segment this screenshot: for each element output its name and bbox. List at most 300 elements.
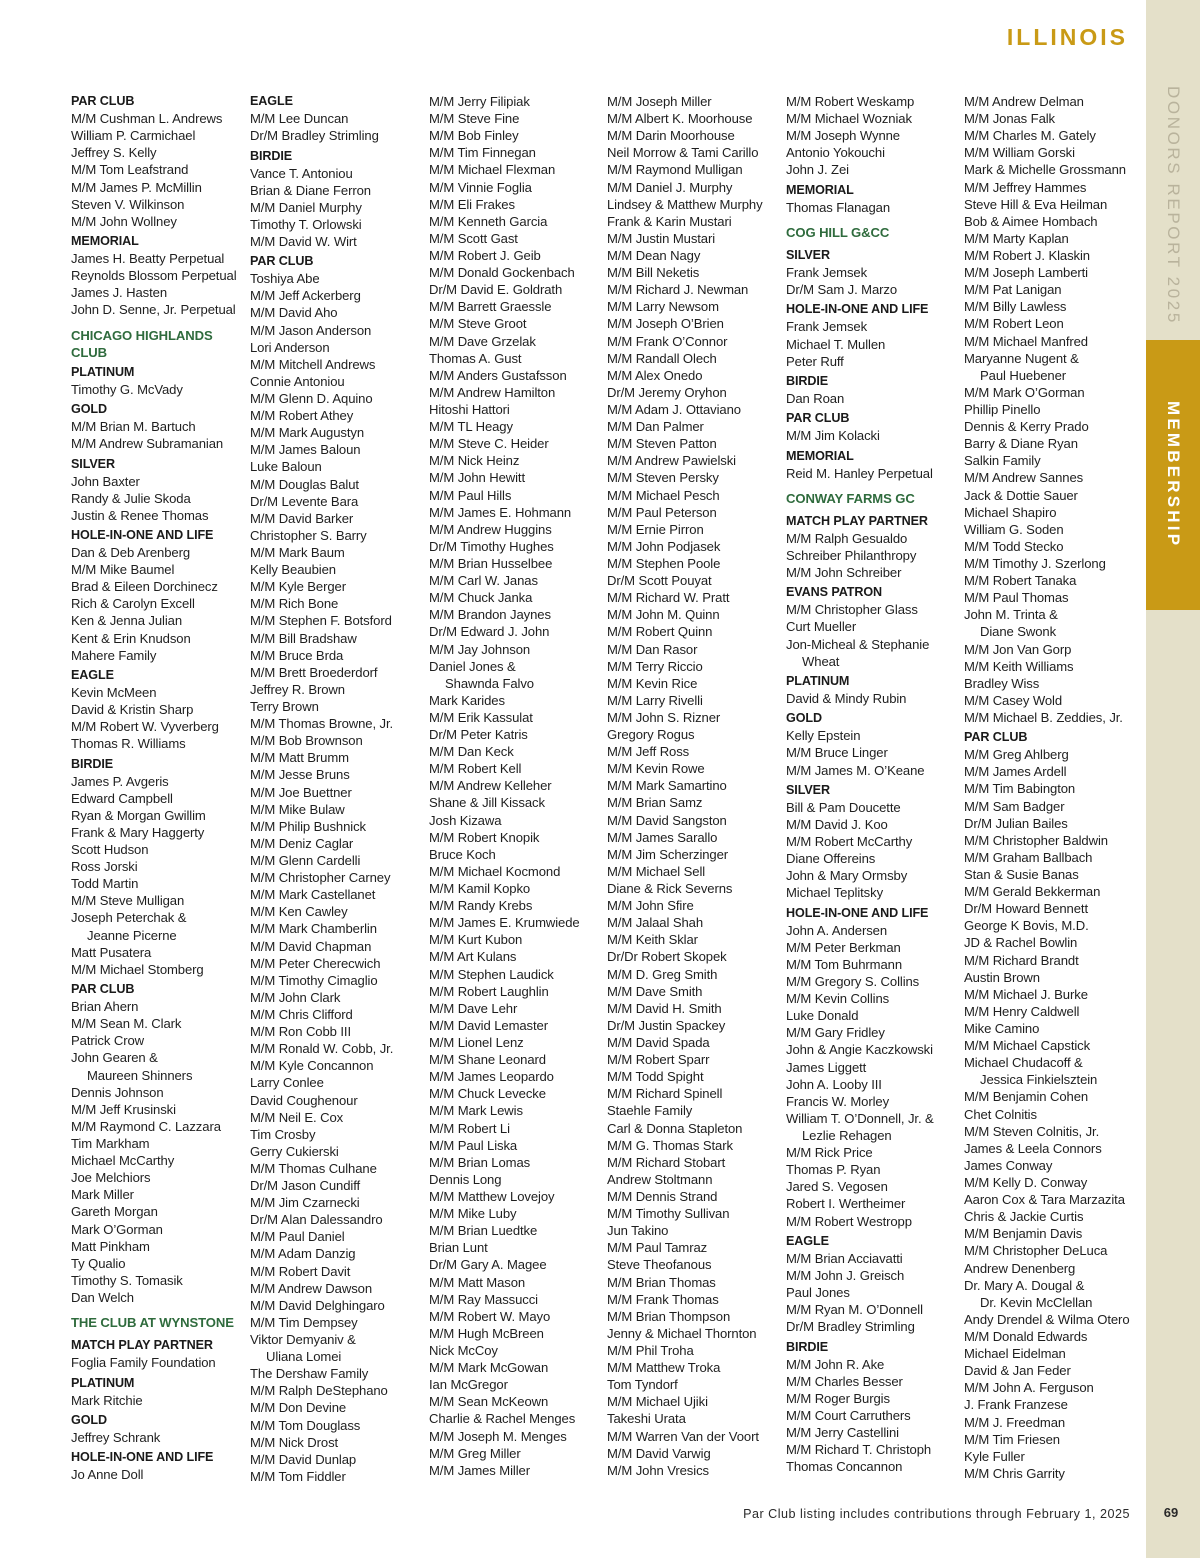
donor-name: M/M Erik Kassulat: [429, 709, 533, 725]
donor-name: M/M Timothy J. Szerlong: [964, 555, 1106, 571]
donor-name: M/M Sam Badger: [964, 798, 1065, 814]
donor-name: Kent & Erin Knudson: [71, 630, 191, 646]
donor-name: M/M Tom Douglass: [250, 1417, 361, 1433]
giving-level-heading: HOLE-IN-ONE AND LIFE: [71, 528, 214, 543]
donor-name: M/M David Delghingaro: [250, 1297, 385, 1313]
donor-name: Ross Jorski: [71, 859, 138, 875]
donor-name: M/M Robert Athey: [250, 408, 354, 424]
giving-level-heading: EVANS PATRON: [786, 585, 883, 600]
donor-name: David Coughenour: [250, 1092, 358, 1108]
donor-name: M/M Billy Lawless: [964, 299, 1067, 315]
donor-name: M/M Robert Weskamp: [786, 94, 915, 109]
donor-name: M/M Gary Fridley: [786, 1025, 885, 1041]
donor-name: M/M Brian M. Bartuch: [71, 419, 196, 435]
donor-name: M/M John A. Ferguson: [964, 1380, 1094, 1396]
donor-name: M/M Anders Gustafsson: [429, 367, 567, 383]
donor-name: M/M Mike Bulaw: [250, 801, 345, 817]
donor-name: M/M Paul Tamraz: [607, 1240, 708, 1256]
giving-level-heading: MATCH PLAY PARTNER: [71, 1338, 213, 1353]
donor-name: M/M Kamil Kopko: [429, 881, 531, 897]
donor-name: M/M Neil E. Cox: [250, 1109, 344, 1125]
donor-name: M/M John Sfire: [607, 898, 694, 914]
donor-name: M/M Jay Johnson: [429, 641, 531, 657]
donor-name: Mark O’Gorman: [71, 1221, 163, 1237]
donor-name: M/M Mark Lewis: [429, 1103, 523, 1119]
donor-name: M/M Ryan M. O’Donnell: [786, 1302, 923, 1318]
donor-column-4: [607, 93, 783, 1479]
donor-name: M/M Jerry Castellini: [786, 1424, 899, 1440]
donor-name: Brian Ahern: [71, 999, 139, 1015]
donor-name: JD & Rachel Bowlin: [964, 935, 1078, 951]
donor-name: M/M Richard W. Pratt: [607, 590, 730, 606]
donor-name: M/M Douglas Balut: [250, 476, 359, 492]
donor-name: Charlie & Rachel Menges: [429, 1411, 576, 1427]
donor-name: M/M Sean M. Clark: [71, 1016, 182, 1032]
giving-level-heading: SILVER: [786, 782, 830, 797]
donor-name: M/M Tim Dempsey: [250, 1314, 358, 1330]
donor-name: M/M Phil Troha: [607, 1342, 694, 1358]
donor-name: M/M Michael Flexman: [429, 162, 556, 178]
donor-name: Timothy S. Tomasik: [71, 1272, 183, 1288]
donor-name: M/M Bill Neketis: [607, 265, 700, 281]
donor-name: M/M John Schreiber: [786, 565, 902, 581]
donor-name: M/M Marty Kaplan: [964, 230, 1069, 246]
donor-name: M/M Michael Wozniak: [786, 111, 912, 127]
donor-name: M/M Mike Luby: [429, 1206, 517, 1222]
donor-name: Jo Anne Doll: [71, 1467, 144, 1483]
donor-name: M/M Robert W. Mayo: [429, 1308, 551, 1324]
donor-column-1: [71, 93, 247, 1483]
donor-name: M/M Keith Williams: [964, 658, 1074, 674]
donor-name: Dr/M Jeremy Oryhon: [607, 384, 727, 400]
donor-name: M/M Michael B. Zeddies, Jr.: [964, 709, 1123, 725]
donor-name: Scott Hudson: [71, 842, 149, 858]
donor-name: M/M Dan Palmer: [607, 419, 704, 435]
donor-name: Jenny & Michael Thornton: [607, 1325, 757, 1341]
donor-name: M/M John Hewitt: [429, 470, 525, 486]
giving-level-heading: PAR CLUB: [71, 94, 135, 108]
donor-name: Robert I. Wertheimer: [786, 1196, 906, 1212]
donor-name: M/M Richard J. Newman: [607, 282, 749, 298]
donor-name: M/M Jeff Ackerberg: [250, 288, 361, 304]
report-label-text: DONORS REPORT 2025: [1164, 85, 1183, 325]
donor-column-3: [429, 93, 605, 1479]
donor-name: M/M Brian Luedtke: [429, 1223, 538, 1239]
report-label: [1146, 70, 1200, 340]
donor-name: M/M Robert Westropp: [786, 1213, 912, 1229]
donor-name: Frank & Mary Haggerty: [71, 824, 205, 840]
donor-name: M/M Barrett Graessle: [429, 299, 552, 315]
donor-name: M/M Joseph O’Brien: [607, 316, 724, 332]
donor-name: Mark Miller: [71, 1187, 134, 1203]
donor-name: M/M Peter Berkman: [786, 939, 901, 955]
donor-name: M/M Robert Knopik: [429, 829, 540, 845]
donor-name: Michael Teplitsky: [786, 885, 884, 901]
donor-name: M/M Glenn D. Aquino: [250, 391, 373, 407]
donor-name: M/M Tom Leafstrand: [71, 162, 189, 178]
donor-name: William T. O’Donnell, Jr. &: [786, 1110, 934, 1126]
donor-name: M/M Andrew Dawson: [250, 1280, 373, 1296]
donor-name: M/M Mitchell Andrews: [250, 356, 376, 372]
giving-level-heading: MEMORIAL: [786, 182, 854, 197]
donor-name: John A. Andersen: [786, 922, 888, 938]
donor-name: Dr/M Jason Cundiff: [250, 1178, 361, 1194]
donor-name: M/M Andrew Sannes: [964, 470, 1084, 486]
donor-name-continued: Diane Swonk: [980, 624, 1057, 640]
donor-name: M/M Steve Fine: [429, 111, 520, 127]
donor-name: The Dershaw Family: [250, 1366, 369, 1382]
donor-name: M/M Chuck Levecke: [429, 1086, 546, 1102]
donor-name: M/M Eli Frakes: [429, 196, 515, 212]
donor-name: M/M Timothy Cimaglio: [250, 972, 378, 988]
donor-name: M/M Don Devine: [250, 1400, 347, 1416]
giving-level-heading: MEMORIAL: [786, 448, 854, 463]
donor-name: M/M Kevin Rice: [607, 675, 698, 691]
donor-name: M/M Carl W. Janas: [429, 573, 538, 589]
donor-name: M/M Randy Krebs: [429, 898, 533, 914]
donor-name: Jon-Micheal & Stephanie: [786, 636, 930, 652]
donor-name: Michael T. Mullen: [786, 336, 886, 352]
donor-name: M/M Gregory S. Collins: [786, 973, 920, 989]
donor-name: M/M Charles Besser: [786, 1373, 903, 1389]
donor-name: M/M Brett Broederdorf: [250, 664, 378, 680]
donor-name: Kyle Fuller: [964, 1448, 1025, 1464]
donor-name: M/M Mark Castellanet: [250, 887, 376, 903]
donor-name: M/M Steve Groot: [429, 316, 527, 332]
donor-name: Randy & Julie Skoda: [71, 490, 191, 506]
donor-name: Shane & Jill Kissack: [429, 795, 545, 811]
donor-name: Frank & Karin Mustari: [607, 213, 732, 229]
donor-name: Joseph Peterchak &: [71, 910, 187, 926]
donor-name: Dennis & Kerry Prado: [964, 419, 1089, 435]
donor-name: M/M Bruce Linger: [786, 745, 888, 761]
donor-name: Bradley Wiss: [964, 675, 1040, 691]
donor-name: M/M Steve Mulligan: [71, 893, 185, 909]
donor-name: M/M Robert Tanaka: [964, 573, 1077, 589]
donor-name: Aaron Cox & Tara Marzazita: [964, 1192, 1125, 1208]
donor-name-continued: Wheat: [802, 653, 840, 669]
donor-name: M/M Richard Spinell: [607, 1086, 723, 1102]
club-heading: COG HILL G&CC: [786, 224, 890, 240]
donor-name: M/M Ronald W. Cobb, Jr.: [250, 1041, 394, 1057]
donor-name: M/M Kenneth Garcia: [429, 213, 548, 229]
donor-name: Joe Melchiors: [71, 1170, 151, 1186]
giving-level-heading: PLATINUM: [71, 364, 135, 379]
donor-name: M/M Bob Brownson: [250, 733, 363, 749]
donor-name: M/M Jim Scherzinger: [607, 846, 729, 862]
donor-name: M/M Cushman L. Andrews: [71, 111, 223, 127]
donor-name: M/M Larry Newsom: [607, 299, 719, 315]
donor-name: M/M Shane Leonard: [429, 1052, 546, 1068]
giving-level-heading: SILVER: [71, 456, 115, 471]
donor-name: Hitoshi Hattori: [429, 401, 510, 417]
donor-name: M/M Brian Thomas: [607, 1274, 716, 1290]
donor-name: M/M Mike Baumel: [71, 562, 175, 578]
donor-name: M/M John S. Rizner: [607, 709, 721, 725]
donor-name: M/M Kyle Berger: [250, 579, 346, 595]
donor-name: M/M Robert Leon: [964, 316, 1064, 332]
donor-name: M/M Jim Kolacki: [786, 428, 880, 444]
donor-name: M/M Benjamin Davis: [964, 1226, 1083, 1242]
donor-name: M/M Dave Grzelak: [429, 333, 536, 349]
donor-name: M/M Vinnie Foglia: [429, 179, 532, 195]
donor-name: Stan & Susie Banas: [964, 867, 1079, 882]
donor-name: M/M Ron Cobb III: [250, 1024, 352, 1040]
donor-name: M/M Brian Thompson: [607, 1308, 731, 1324]
donor-name: Edward Campbell: [71, 790, 173, 806]
donor-name: Dennis Long: [429, 1171, 502, 1187]
donor-name: Maryanne Nugent &: [964, 350, 1079, 366]
donor-name: M/M Ralph Gesualdo: [786, 530, 908, 546]
donor-name: M/M Matt Brumm: [250, 750, 349, 766]
giving-level-heading: MATCH PLAY PARTNER: [786, 513, 928, 528]
donor-name: M/M Todd Spight: [607, 1069, 704, 1085]
donor-name: Steve Hill & Eva Heilman: [964, 196, 1108, 212]
donor-name: M/M Stephen F. Botsford: [250, 613, 392, 629]
donor-name: M/M Christopher Glass: [786, 602, 918, 618]
donor-name: Connie Antoniou: [250, 373, 345, 389]
donor-name: M/M Joseph Lamberti: [964, 265, 1088, 281]
donor-name: Timothy T. Orlowski: [250, 216, 362, 232]
donor-name: M/M Lionel Lenz: [429, 1035, 524, 1051]
donor-name: Michael Shapiro: [964, 504, 1057, 520]
donor-name: M/M Adam Danzig: [250, 1246, 356, 1262]
donor-name: Ian McGregor: [429, 1377, 508, 1393]
donor-name: Barry & Diane Ryan: [964, 436, 1078, 452]
donor-name: M/M Paul Peterson: [607, 504, 717, 520]
donor-name: M/M Tim Finnegan: [429, 145, 536, 161]
donor-name: John Gearen &: [71, 1050, 158, 1066]
donor-name: M/M Michael Capstick: [964, 1038, 1091, 1054]
donor-name: Dr/M Howard Bennett: [964, 901, 1088, 917]
donor-name: M/M James Miller: [429, 1462, 530, 1478]
donor-name: James J. Hasten: [71, 285, 168, 301]
donor-name: Lindsey & Matthew Murphy: [607, 196, 763, 212]
donor-name: Dr/M Gary A. Magee: [429, 1257, 547, 1273]
donor-name: David & Mindy Rubin: [786, 690, 907, 706]
donor-name: M/M John Podjasek: [607, 538, 721, 554]
donor-name: Diane & Rick Severns: [607, 881, 733, 897]
state-title: ILLINOIS: [1006, 24, 1128, 50]
donor-name: M/M Kelly D. Conway: [964, 1174, 1088, 1190]
donor-name: M/M Christopher Baldwin: [964, 832, 1108, 848]
donor-name: Carl & Donna Stapleton: [607, 1120, 743, 1136]
donor-name: M/M Michael Ujiki: [607, 1394, 708, 1410]
giving-level-heading: PAR CLUB: [786, 411, 850, 426]
donor-name: M/M Donald Gockenbach: [429, 265, 575, 281]
donor-name: M/M G. Thomas Stark: [607, 1137, 733, 1153]
donor-name: M/M Chris Garrity: [964, 1465, 1065, 1481]
donor-name: David & Kristin Sharp: [71, 702, 194, 718]
donor-name: James P. Avgeris: [71, 773, 169, 789]
donor-name: Schreiber Philanthropy: [786, 547, 917, 563]
donor-name: Dr/M Sam J. Marzo: [786, 282, 898, 298]
donor-name: M/M Thomas Culhane: [250, 1160, 377, 1176]
donor-name: M/M Pat Lanigan: [964, 282, 1062, 298]
donor-name: Dr/M Julian Bailes: [964, 815, 1068, 831]
donor-name: M/M Roger Burgis: [786, 1390, 890, 1406]
donor-name: M/M Gerald Bekkerman: [964, 884, 1101, 900]
donor-name: M/M Kevin Collins: [786, 991, 890, 1007]
donor-name: M/M Andrew Pawielski: [607, 453, 736, 469]
donor-name: Jun Takino: [607, 1223, 669, 1239]
donor-name: M/M Dennis Strand: [607, 1189, 718, 1204]
donor-name: Kevin McMeen: [71, 684, 157, 700]
club-heading: THE CLUB AT WYNSTONE: [71, 1315, 234, 1331]
donor-name: M/M Hugh McBreen: [429, 1325, 544, 1341]
donor-name: Jared S. Vegosen: [786, 1179, 888, 1195]
donor-name: Dr/M Justin Spackey: [607, 1017, 726, 1033]
donor-name: Andy Drendel & Wilma Otero: [964, 1311, 1130, 1327]
donor-name: M/M Michael J. Burke: [964, 986, 1088, 1002]
donor-name: M/M Thomas Browne, Jr.: [250, 716, 394, 732]
donor-name: M/M David Chapman: [250, 938, 372, 954]
donor-name: M/M Brian Acciavatti: [786, 1250, 903, 1266]
donor-name: M/M Mark McGowan: [429, 1360, 549, 1376]
donor-name: Bruce Koch: [429, 846, 496, 862]
donor-name: M/M Mark Augustyn: [250, 425, 364, 441]
giving-level-heading: BIRDIE: [250, 148, 293, 163]
donor-name: Brian Lunt: [429, 1240, 488, 1256]
donor-name: Phillip Pinello: [964, 401, 1041, 417]
giving-level-heading: PAR CLUB: [71, 982, 135, 997]
donor-name: James Liggett: [786, 1059, 867, 1075]
donor-name: M/M Jason Anderson: [250, 322, 372, 338]
donor-name: Dan & Deb Arenberg: [71, 545, 191, 561]
donor-name: M/M Casey Wold: [964, 692, 1063, 708]
donor-name: M/M Paul Daniel: [250, 1229, 345, 1245]
donor-name: M/M Robert J. Geib: [429, 247, 541, 263]
donor-name: M/M Robert McCarthy: [786, 834, 913, 850]
giving-level-heading: BIRDIE: [786, 1339, 829, 1354]
donor-name: Toshiya Abe: [250, 271, 320, 287]
donor-name: Thomas Flanagan: [786, 199, 891, 215]
donor-name: Antonio Yokouchi: [786, 145, 885, 161]
donor-name: Daniel Jones &: [429, 658, 516, 674]
donor-name: M/M Robert Quinn: [607, 624, 713, 640]
donor-name: M/M Richard Brandt: [964, 952, 1079, 968]
donor-name: M/M Matthew Troka: [607, 1360, 721, 1376]
donor-name: Salkin Family: [964, 453, 1041, 469]
donor-name: M/M Paul Thomas: [964, 590, 1069, 606]
donor-name: M/M James Ardell: [964, 764, 1067, 780]
donor-name: Diane Offereins: [786, 851, 876, 867]
donor-name: M/M Kyle Concannon: [250, 1058, 374, 1074]
donor-name: William P. Carmichael: [71, 128, 196, 144]
donor-name: Lori Anderson: [250, 339, 330, 355]
footer-note: Par Club listing includes contributions through February 1, 2025: [743, 1507, 1130, 1521]
donor-name: M/M Robert W. Vyverberg: [71, 719, 219, 735]
donor-name: M/M Ralph DeStephano: [250, 1383, 388, 1399]
donor-name: Reid M. Hanley Perpetual: [786, 465, 933, 481]
donor-name: Frank Jemsek: [786, 319, 868, 335]
donor-name: Michael Chudacoff &: [964, 1055, 1083, 1071]
donor-name: Vance T. Antoniou: [250, 165, 353, 181]
donor-name: M/M Dean Nagy: [607, 247, 701, 263]
donor-name: Frank Jemsek: [786, 265, 868, 281]
donor-name: Brad & Eileen Dorchinecz: [71, 579, 218, 595]
donor-name: M/M Joseph Wynne: [786, 128, 900, 144]
donor-name: M/M John J. Greisch: [786, 1267, 905, 1283]
donor-name: M/M Stephen Laudick: [429, 966, 554, 982]
giving-level-heading: SILVER: [786, 248, 830, 263]
donor-name: Matt Pinkham: [71, 1238, 150, 1254]
donor-name: M/M Stephen Poole: [607, 555, 721, 571]
giving-level-heading: HOLE-IN-ONE AND LIFE: [786, 905, 929, 920]
donor-name: David & Jan Feder: [964, 1363, 1071, 1379]
donor-name: John D. Senne, Jr. Perpetual: [71, 302, 236, 318]
section-tab-text: MEMBERSHIP: [1164, 401, 1183, 549]
donor-name: M/M Justin Mustari: [607, 230, 716, 246]
donor-name: M/M Philip Bushnick: [250, 818, 366, 834]
donor-name: John M. Trinta &: [964, 607, 1058, 623]
donor-name: M/M James P. McMillin: [71, 179, 202, 195]
donor-name: M/M Robert Laughlin: [429, 983, 549, 999]
donor-name: M/M Darin Moorhouse: [607, 128, 735, 144]
donor-name: M/M Joe Buettner: [250, 784, 352, 800]
donor-name: M/M Christopher Carney: [250, 870, 391, 886]
donor-name: Brian & Diane Ferron: [250, 182, 371, 198]
donor-name: Takeshi Urata: [607, 1411, 686, 1427]
donor-name: M/M Tim Babington: [964, 781, 1076, 797]
donor-name: M/M Andrew Hamilton: [429, 384, 556, 400]
donor-name: M/M Greg Ahlberg: [964, 747, 1069, 763]
donor-name: Viktor Demyaniv &: [250, 1332, 356, 1348]
donor-name: M/M Brian Samz: [607, 795, 703, 811]
donor-name: M/M William Gorski: [964, 145, 1075, 161]
donor-name: M/M Michael Sell: [607, 863, 706, 879]
donor-name: Andrew Denenberg: [964, 1260, 1076, 1276]
donor-name: M/M Charles M. Gately: [964, 128, 1096, 144]
donor-name: M/M James E. Hohmann: [429, 504, 572, 520]
donor-name: Thomas Concannon: [786, 1459, 903, 1475]
donor-name: M/M Robert Sparr: [607, 1052, 710, 1068]
donor-name: M/M David J. Koo: [786, 816, 888, 832]
donor-name: M/M Jonas Falk: [964, 111, 1056, 127]
donor-name: M/M Tom Buhrmann: [786, 956, 903, 972]
donor-name: M/M Mark Samartino: [607, 778, 727, 794]
donor-name: J. Frank Franzese: [964, 1397, 1068, 1413]
donor-name: M/M David Dunlap: [250, 1451, 357, 1467]
donor-name: M/M Chris Clifford: [250, 1006, 353, 1022]
donor-name: M/M Steven Colnitis, Jr.: [964, 1123, 1100, 1139]
donor-name: M/M Ernie Pirron: [607, 521, 704, 537]
club-heading: CLUB: [71, 344, 107, 360]
donor-name: Kelly Beaubien: [250, 562, 336, 578]
donor-name: M/M Richard Stobart: [607, 1154, 726, 1170]
donor-name: Thomas A. Gust: [429, 350, 522, 366]
donor-name: Jeffrey R. Brown: [250, 681, 345, 697]
donor-name: Dr/Dr Robert Skopek: [607, 949, 727, 965]
donor-name: Dr. Mary A. Dougal &: [964, 1277, 1085, 1293]
donor-name: M/M TL Heagy: [429, 419, 513, 435]
donor-name: M/M Henry Caldwell: [964, 1003, 1080, 1019]
donor-name: M/M Sean McKeown: [429, 1394, 549, 1410]
donor-name: M/M Jerry Filipiak: [429, 94, 530, 109]
donor-name: M/M James E. Krumwiede: [429, 915, 580, 931]
donor-name: M/M Donald Edwards: [964, 1328, 1088, 1344]
donor-name-continued: Lezlie Rehagen: [802, 1127, 892, 1143]
donor-name: Mike Camino: [964, 1020, 1040, 1036]
donor-name: Paul Jones: [786, 1285, 850, 1301]
donor-name: M/M Timothy Sullivan: [607, 1206, 730, 1222]
donor-name: James Conway: [964, 1157, 1053, 1173]
donor-name: M/M Bob Finley: [429, 128, 519, 144]
donor-name: Mark Ritchie: [71, 1392, 143, 1408]
donor-name: Jeffrey S. Kelly: [71, 145, 157, 161]
donor-name: Thomas R. Williams: [71, 736, 186, 752]
donor-name: M/M James Leopardo: [429, 1069, 554, 1085]
